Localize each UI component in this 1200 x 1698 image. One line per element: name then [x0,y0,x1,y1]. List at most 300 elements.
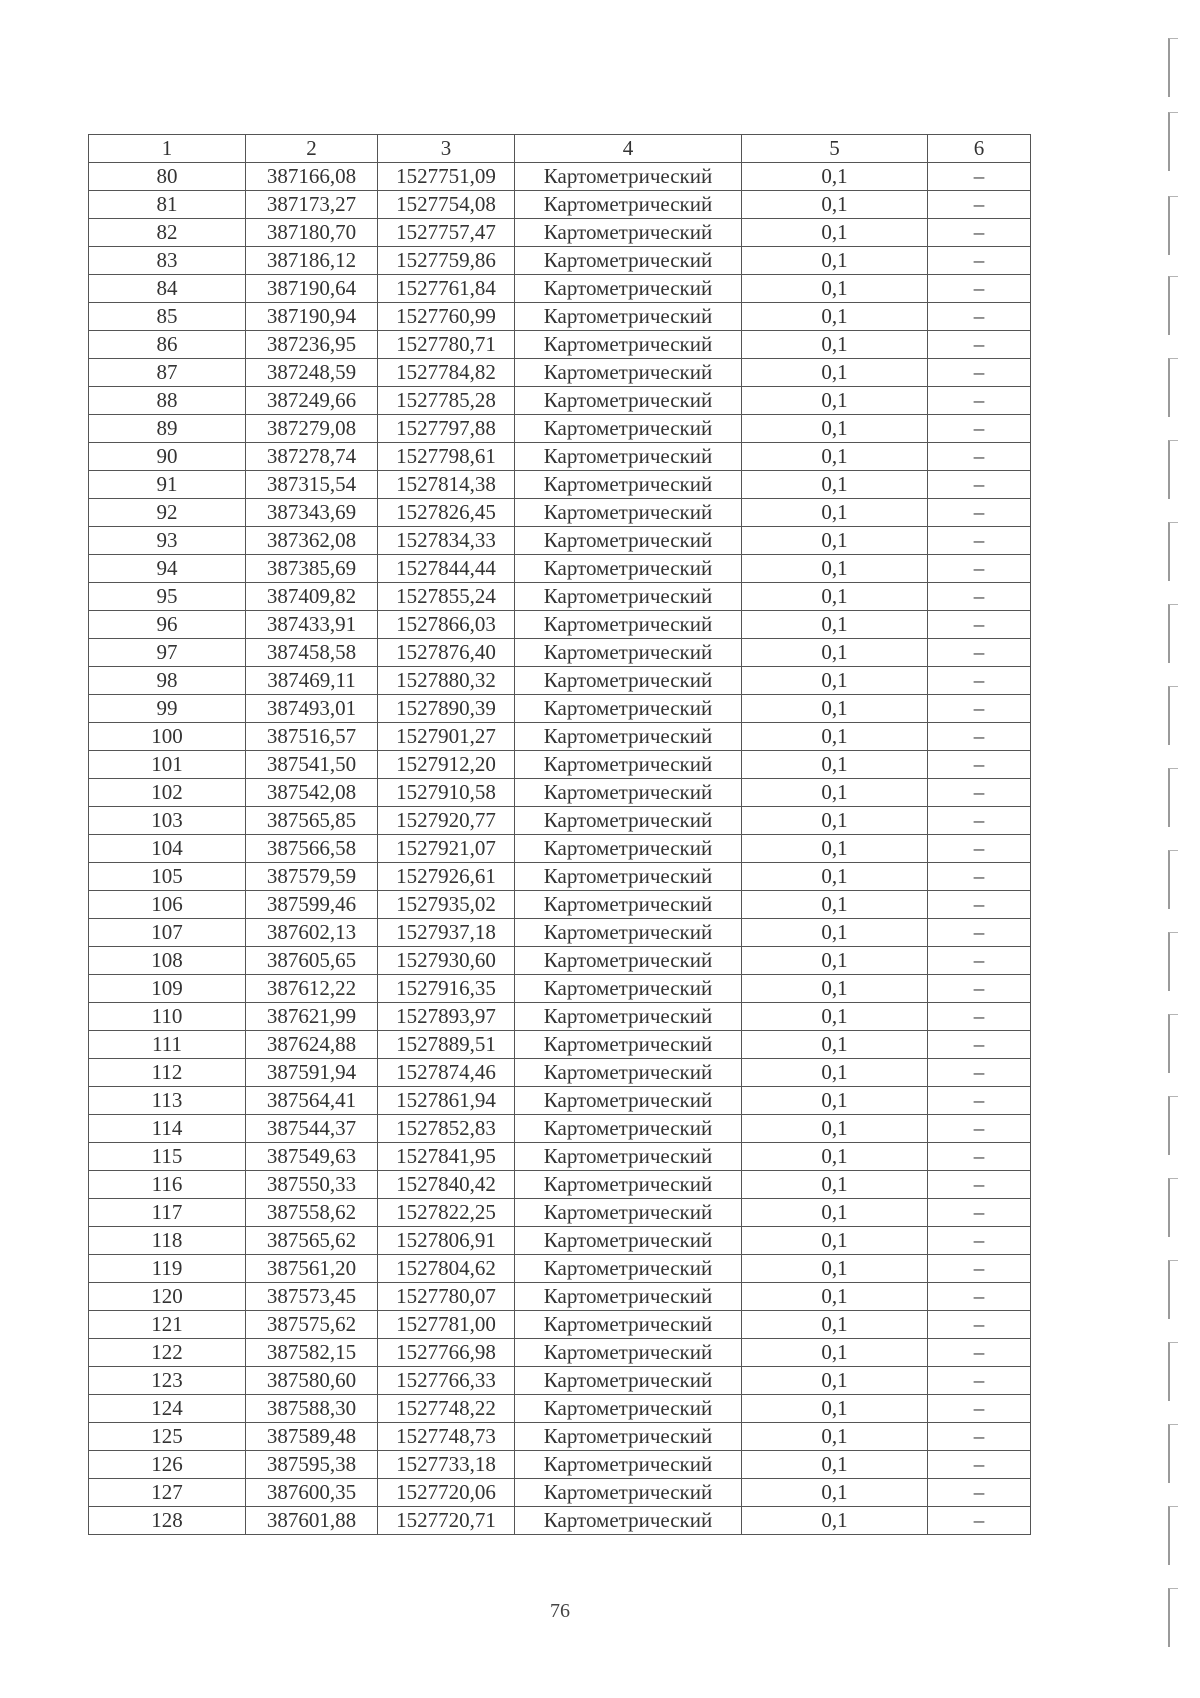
x-coordinate-cell: 387362,08 [246,527,378,555]
x-coordinate-cell: 387542,08 [246,779,378,807]
x-coordinate-cell: 387190,64 [246,275,378,303]
table-row [89,247,1031,275]
table-row [89,1283,1031,1311]
y-coordinate-cell: 1527806,91 [378,1227,515,1255]
x-coordinate-cell: 387589,48 [246,1423,378,1451]
table-row [89,275,1031,303]
binding-mark [1168,1342,1178,1401]
point-number-cell: 102 [89,779,246,807]
binding-mark [1168,850,1178,909]
table-row [89,611,1031,639]
x-coordinate-cell: 387621,99 [246,1003,378,1031]
binding-mark [1168,440,1178,499]
binding-mark [1168,196,1178,255]
x-coordinate-cell: 387566,58 [246,835,378,863]
method-cell: Картометрический [515,779,742,807]
accuracy-cell: 0,1 [742,835,928,863]
note-cell: – [928,415,1031,443]
table-row [89,1199,1031,1227]
x-coordinate-cell: 387278,74 [246,443,378,471]
point-number-cell: 116 [89,1171,246,1199]
y-coordinate-cell: 1527930,60 [378,947,515,975]
point-number-cell: 90 [89,443,246,471]
point-number-cell: 82 [89,219,246,247]
point-number-cell: 99 [89,695,246,723]
y-coordinate-cell: 1527889,51 [378,1031,515,1059]
note-cell: – [928,1143,1031,1171]
y-coordinate-cell: 1527841,95 [378,1143,515,1171]
point-number-cell: 103 [89,807,246,835]
point-number-cell: 105 [89,863,246,891]
y-coordinate-cell: 1527937,18 [378,919,515,947]
accuracy-cell: 0,1 [742,723,928,751]
y-coordinate-cell: 1527780,07 [378,1283,515,1311]
note-cell: – [928,807,1031,835]
point-number-cell: 121 [89,1311,246,1339]
x-coordinate-cell: 387190,94 [246,303,378,331]
table-row [89,191,1031,219]
note-cell: – [928,947,1031,975]
x-coordinate-cell: 387579,59 [246,863,378,891]
y-coordinate-cell: 1527720,06 [378,1479,515,1507]
table-row [89,779,1031,807]
accuracy-cell: 0,1 [742,1227,928,1255]
point-number-cell: 115 [89,1143,246,1171]
table-row [89,723,1031,751]
column-header: 6 [928,135,1031,163]
accuracy-cell: 0,1 [742,275,928,303]
accuracy-cell: 0,1 [742,947,928,975]
table-row [89,695,1031,723]
note-cell: – [928,919,1031,947]
method-cell: Картометрический [515,1339,742,1367]
note-cell: – [928,1255,1031,1283]
point-number-cell: 111 [89,1031,246,1059]
accuracy-cell: 0,1 [742,1003,928,1031]
method-cell: Картометрический [515,919,742,947]
y-coordinate-cell: 1527759,86 [378,247,515,275]
point-number-cell: 93 [89,527,246,555]
accuracy-cell: 0,1 [742,1087,928,1115]
y-coordinate-cell: 1527880,32 [378,667,515,695]
x-coordinate-cell: 387516,57 [246,723,378,751]
method-cell: Картометрический [515,1395,742,1423]
note-cell: – [928,1479,1031,1507]
method-cell: Картометрический [515,835,742,863]
x-coordinate-cell: 387493,01 [246,695,378,723]
point-number-cell: 119 [89,1255,246,1283]
table-row [89,1031,1031,1059]
accuracy-cell: 0,1 [742,1339,928,1367]
method-cell: Картометрический [515,583,742,611]
y-coordinate-cell: 1527840,42 [378,1171,515,1199]
accuracy-cell: 0,1 [742,1059,928,1087]
point-number-cell: 96 [89,611,246,639]
x-coordinate-cell: 387385,69 [246,555,378,583]
table-row [89,303,1031,331]
method-cell: Картометрический [515,303,742,331]
method-cell: Картометрический [515,723,742,751]
note-cell: – [928,1367,1031,1395]
y-coordinate-cell: 1527780,71 [378,331,515,359]
point-number-cell: 98 [89,667,246,695]
note-cell: – [928,779,1031,807]
x-coordinate-cell: 387166,08 [246,163,378,191]
accuracy-cell: 0,1 [742,163,928,191]
note-cell: – [928,1059,1031,1087]
table-row [89,1143,1031,1171]
point-number-cell: 97 [89,639,246,667]
x-coordinate-cell: 387605,65 [246,947,378,975]
accuracy-cell: 0,1 [742,555,928,583]
y-coordinate-cell: 1527785,28 [378,387,515,415]
method-cell: Картометрический [515,1311,742,1339]
point-number-cell: 123 [89,1367,246,1395]
y-coordinate-cell: 1527893,97 [378,1003,515,1031]
table-row [89,415,1031,443]
note-cell: – [928,583,1031,611]
table-row [89,331,1031,359]
accuracy-cell: 0,1 [742,807,928,835]
x-coordinate-cell: 387469,11 [246,667,378,695]
x-coordinate-cell: 387180,70 [246,219,378,247]
method-cell: Картометрический [515,947,742,975]
binding-mark [1168,38,1178,97]
accuracy-cell: 0,1 [742,499,928,527]
accuracy-cell: 0,1 [742,1507,928,1535]
x-coordinate-cell: 387186,12 [246,247,378,275]
method-cell: Картометрический [515,163,742,191]
y-coordinate-cell: 1527916,35 [378,975,515,1003]
method-cell: Картометрический [515,471,742,499]
point-number-cell: 110 [89,1003,246,1031]
method-cell: Картометрический [515,275,742,303]
y-coordinate-cell: 1527921,07 [378,835,515,863]
column-header: 4 [515,135,742,163]
x-coordinate-cell: 387541,50 [246,751,378,779]
point-number-cell: 126 [89,1451,246,1479]
table-row [89,359,1031,387]
binding-mark [1168,1260,1178,1319]
accuracy-cell: 0,1 [742,863,928,891]
point-number-cell: 114 [89,1115,246,1143]
note-cell: – [928,555,1031,583]
x-coordinate-cell: 387249,66 [246,387,378,415]
method-cell: Картометрический [515,611,742,639]
x-coordinate-cell: 387602,13 [246,919,378,947]
table-row [89,443,1031,471]
note-cell: – [928,695,1031,723]
y-coordinate-cell: 1527757,47 [378,219,515,247]
note-cell: – [928,611,1031,639]
note-cell: – [928,723,1031,751]
note-cell: – [928,975,1031,1003]
x-coordinate-cell: 387561,20 [246,1255,378,1283]
y-coordinate-cell: 1527754,08 [378,191,515,219]
y-coordinate-cell: 1527844,44 [378,555,515,583]
method-cell: Картометрический [515,975,742,1003]
x-coordinate-cell: 387573,45 [246,1283,378,1311]
y-coordinate-cell: 1527761,84 [378,275,515,303]
y-coordinate-cell: 1527748,73 [378,1423,515,1451]
note-cell: – [928,527,1031,555]
accuracy-cell: 0,1 [742,695,928,723]
point-number-cell: 109 [89,975,246,1003]
method-cell: Картометрический [515,1227,742,1255]
accuracy-cell: 0,1 [742,1451,928,1479]
point-number-cell: 87 [89,359,246,387]
y-coordinate-cell: 1527826,45 [378,499,515,527]
note-cell: – [928,471,1031,499]
table-row [89,751,1031,779]
note-cell: – [928,387,1031,415]
accuracy-cell: 0,1 [742,387,928,415]
point-number-cell: 92 [89,499,246,527]
column-header: 2 [246,135,378,163]
binding-mark [1168,112,1178,171]
column-header: 1 [89,135,246,163]
y-coordinate-cell: 1527874,46 [378,1059,515,1087]
y-coordinate-cell: 1527720,71 [378,1507,515,1535]
note-cell: – [928,219,1031,247]
accuracy-cell: 0,1 [742,471,928,499]
table-row [89,1507,1031,1535]
note-cell: – [928,863,1031,891]
binding-mark [1168,1506,1178,1565]
accuracy-cell: 0,1 [742,611,928,639]
y-coordinate-cell: 1527890,39 [378,695,515,723]
accuracy-cell: 0,1 [742,1395,928,1423]
y-coordinate-cell: 1527866,03 [378,611,515,639]
table-row [89,667,1031,695]
note-cell: – [928,1283,1031,1311]
point-number-cell: 106 [89,891,246,919]
x-coordinate-cell: 387582,15 [246,1339,378,1367]
method-cell: Картометрический [515,863,742,891]
y-coordinate-cell: 1527912,20 [378,751,515,779]
note-cell: – [928,1115,1031,1143]
method-cell: Картометрический [515,1199,742,1227]
method-cell: Картометрический [515,1003,742,1031]
accuracy-cell: 0,1 [742,1171,928,1199]
method-cell: Картометрический [515,1143,742,1171]
accuracy-cell: 0,1 [742,1255,928,1283]
point-number-cell: 108 [89,947,246,975]
point-number-cell: 88 [89,387,246,415]
table-row [89,975,1031,1003]
table-row [89,1311,1031,1339]
page-number: 76 [550,1600,570,1622]
x-coordinate-cell: 387236,95 [246,331,378,359]
point-number-cell: 81 [89,191,246,219]
table-row [89,1479,1031,1507]
method-cell: Картометрический [515,247,742,275]
x-coordinate-cell: 387550,33 [246,1171,378,1199]
x-coordinate-cell: 387600,35 [246,1479,378,1507]
y-coordinate-cell: 1527784,82 [378,359,515,387]
accuracy-cell: 0,1 [742,1115,928,1143]
accuracy-cell: 0,1 [742,359,928,387]
table-body [89,163,1031,1535]
binding-mark [1168,276,1178,335]
point-number-cell: 101 [89,751,246,779]
note-cell: – [928,1227,1031,1255]
method-cell: Картометрический [515,387,742,415]
point-number-cell: 100 [89,723,246,751]
method-cell: Картометрический [515,527,742,555]
method-cell: Картометрический [515,415,742,443]
note-cell: – [928,1395,1031,1423]
table-row [89,583,1031,611]
accuracy-cell: 0,1 [742,219,928,247]
method-cell: Картометрический [515,1031,742,1059]
column-header: 3 [378,135,515,163]
method-cell: Картометрический [515,1423,742,1451]
x-coordinate-cell: 387558,62 [246,1199,378,1227]
accuracy-cell: 0,1 [742,303,928,331]
point-number-cell: 112 [89,1059,246,1087]
table-row [89,471,1031,499]
x-coordinate-cell: 387173,27 [246,191,378,219]
note-cell: – [928,1171,1031,1199]
accuracy-cell: 0,1 [742,779,928,807]
binding-mark [1168,522,1178,581]
table-row [89,499,1031,527]
note-cell: – [928,891,1031,919]
method-cell: Картометрический [515,499,742,527]
table-row [89,1059,1031,1087]
accuracy-cell: 0,1 [742,1423,928,1451]
method-cell: Картометрический [515,443,742,471]
note-cell: – [928,639,1031,667]
y-coordinate-cell: 1527852,83 [378,1115,515,1143]
table-row [89,1171,1031,1199]
x-coordinate-cell: 387601,88 [246,1507,378,1535]
binding-mark [1168,1178,1178,1237]
y-coordinate-cell: 1527760,99 [378,303,515,331]
table-row [89,1255,1031,1283]
table-row [89,1395,1031,1423]
point-number-cell: 122 [89,1339,246,1367]
accuracy-cell: 0,1 [742,1031,928,1059]
binding-mark [1168,768,1178,827]
point-number-cell: 104 [89,835,246,863]
y-coordinate-cell: 1527748,22 [378,1395,515,1423]
method-cell: Картометрический [515,1255,742,1283]
y-coordinate-cell: 1527855,24 [378,583,515,611]
accuracy-cell: 0,1 [742,891,928,919]
method-cell: Картометрический [515,359,742,387]
y-coordinate-cell: 1527910,58 [378,779,515,807]
table-row [89,1339,1031,1367]
table-row [89,527,1031,555]
table-row [89,639,1031,667]
method-cell: Картометрический [515,1171,742,1199]
binding-mark [1168,686,1178,745]
y-coordinate-cell: 1527926,61 [378,863,515,891]
accuracy-cell: 0,1 [742,751,928,779]
note-cell: – [928,1199,1031,1227]
method-cell: Картометрический [515,1507,742,1535]
accuracy-cell: 0,1 [742,1283,928,1311]
note-cell: – [928,1339,1031,1367]
y-coordinate-cell: 1527901,27 [378,723,515,751]
note-cell: – [928,1003,1031,1031]
method-cell: Картометрический [515,1367,742,1395]
accuracy-cell: 0,1 [742,1367,928,1395]
note-cell: – [928,331,1031,359]
x-coordinate-cell: 387580,60 [246,1367,378,1395]
table-row [89,1451,1031,1479]
accuracy-cell: 0,1 [742,443,928,471]
method-cell: Картометрический [515,555,742,583]
x-coordinate-cell: 387565,85 [246,807,378,835]
note-cell: – [928,499,1031,527]
note-cell: – [928,247,1031,275]
accuracy-cell: 0,1 [742,527,928,555]
point-number-cell: 118 [89,1227,246,1255]
table-row [89,555,1031,583]
note-cell: – [928,667,1031,695]
x-coordinate-cell: 387458,58 [246,639,378,667]
y-coordinate-cell: 1527861,94 [378,1087,515,1115]
binding-mark [1168,1096,1178,1155]
point-number-cell: 89 [89,415,246,443]
x-coordinate-cell: 387315,54 [246,471,378,499]
table-row [89,1227,1031,1255]
note-cell: – [928,359,1031,387]
note-cell: – [928,191,1031,219]
point-number-cell: 83 [89,247,246,275]
accuracy-cell: 0,1 [742,639,928,667]
table-header-row [89,135,1031,163]
accuracy-cell: 0,1 [742,1199,928,1227]
method-cell: Картометрический [515,1479,742,1507]
binding-mark [1168,1588,1178,1647]
accuracy-cell: 0,1 [742,1143,928,1171]
table-row [89,835,1031,863]
binding-mark [1168,1014,1178,1073]
method-cell: Картометрический [515,1115,742,1143]
method-cell: Картометрический [515,695,742,723]
table-row [89,219,1031,247]
point-number-cell: 128 [89,1507,246,1535]
x-coordinate-cell: 387588,30 [246,1395,378,1423]
x-coordinate-cell: 387279,08 [246,415,378,443]
accuracy-cell: 0,1 [742,415,928,443]
note-cell: – [928,1087,1031,1115]
coordinates-table [88,134,1031,1535]
method-cell: Картометрический [515,891,742,919]
x-coordinate-cell: 387564,41 [246,1087,378,1115]
table-row [89,919,1031,947]
method-cell: Картометрический [515,667,742,695]
point-number-cell: 125 [89,1423,246,1451]
note-cell: – [928,1507,1031,1535]
x-coordinate-cell: 387544,37 [246,1115,378,1143]
note-cell: – [928,835,1031,863]
table-row [89,1423,1031,1451]
x-coordinate-cell: 387248,59 [246,359,378,387]
column-header: 5 [742,135,928,163]
note-cell: – [928,1311,1031,1339]
binding-mark [1168,604,1178,663]
point-number-cell: 127 [89,1479,246,1507]
accuracy-cell: 0,1 [742,1311,928,1339]
x-coordinate-cell: 387409,82 [246,583,378,611]
point-number-cell: 94 [89,555,246,583]
accuracy-cell: 0,1 [742,975,928,1003]
